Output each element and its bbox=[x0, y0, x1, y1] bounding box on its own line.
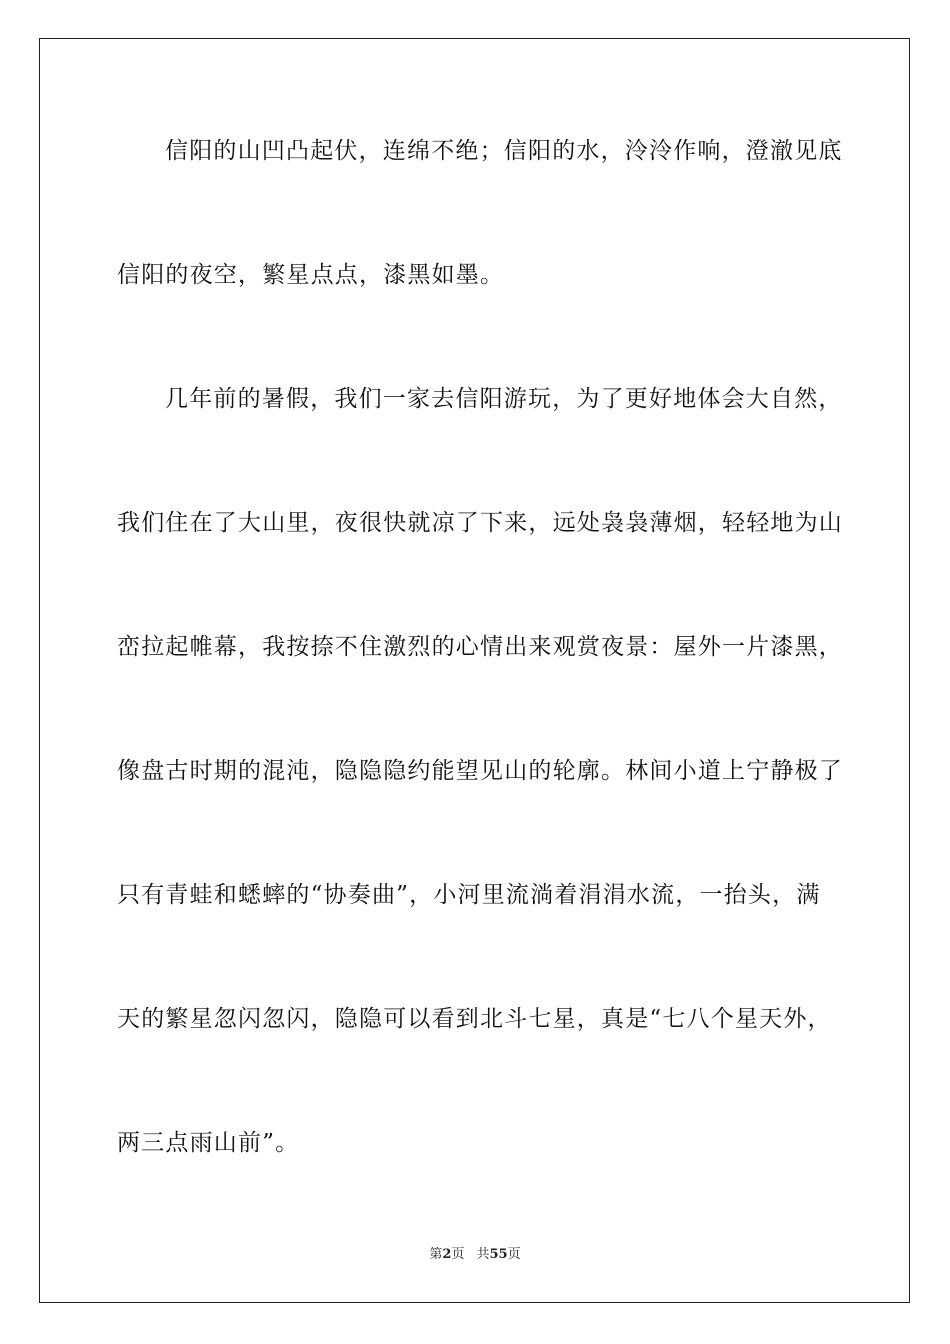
page-unit: 页 bbox=[451, 1247, 465, 1262]
paragraph-line: 信阳的夜空，繁星点点，漆黑如墨。 bbox=[117, 262, 505, 288]
paragraph-line: 峦拉起帷幕，我按捺不住激烈的心情出来观赏夜景：屋外一片漆黑， bbox=[117, 634, 843, 660]
paragraph-line: 信阳的山凹凸起伏，连绵不绝；信阳的水，泠泠作响，澄澈见底 bbox=[165, 138, 843, 164]
total-pages: 55 bbox=[489, 1247, 508, 1262]
paragraph-line: 我们住在了大山里，夜很快就凉了下来，远处袅袅薄烟，轻轻地为山 bbox=[117, 510, 843, 536]
total-prefix: 共 bbox=[476, 1247, 490, 1262]
page-number: 2 bbox=[442, 1247, 452, 1262]
paragraph-line: 两三点雨山前”。 bbox=[117, 1130, 300, 1156]
page-border bbox=[39, 38, 910, 1303]
total-unit: 页 bbox=[507, 1247, 521, 1262]
footer-prefix: 第 bbox=[429, 1247, 443, 1262]
paragraph-line: 像盘古时期的混沌，隐隐隐约能望见山的轮廓。林间小道上宁静极了 bbox=[117, 758, 843, 784]
paragraph-line: 天的繁星忽闪忽闪，隐隐可以看到北斗七星，真是“七八个星天外， bbox=[117, 1006, 832, 1032]
paragraph-line: 几年前的暑假，我们一家去信阳游玩，为了更好地体会大自然， bbox=[165, 386, 843, 412]
page-footer bbox=[0, 1246, 950, 1264]
paragraph-line: 只有青蛙和蟋蟀的“协奏曲”，小河里流淌着涓涓水流，一抬头，满 bbox=[117, 882, 821, 908]
